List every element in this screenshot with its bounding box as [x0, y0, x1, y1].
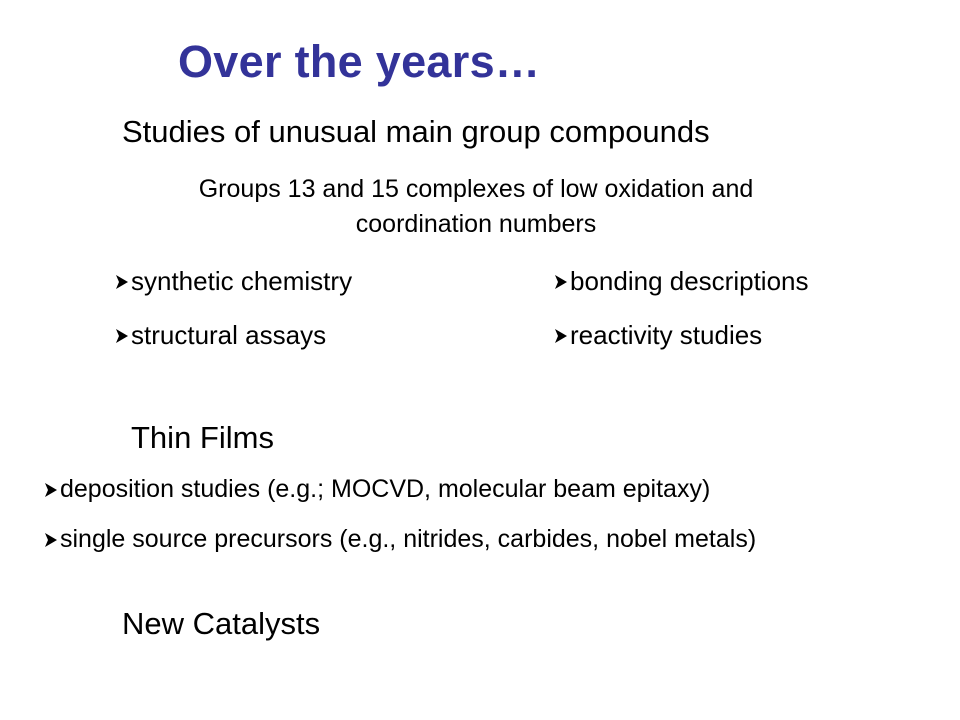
arrowhead-bullet-icon	[44, 530, 58, 550]
bullet-text: structural assays	[131, 320, 327, 350]
section-heading-thin-films: Thin Films	[131, 420, 274, 455]
section-heading-new-catalysts: New Catalysts	[122, 606, 321, 641]
bullet-item-single-source-precursors	[44, 525, 756, 554]
arrowhead-bullet-icon	[115, 272, 129, 292]
slide-title: Over the years…	[178, 36, 541, 87]
bullet-text: bonding descriptions	[570, 266, 809, 296]
bullet-text: single source precursors (e.g., nitrides, carbides, nobel metals)	[60, 525, 757, 553]
bullet-text: reactivity studies	[570, 320, 763, 350]
arrowhead-bullet-icon	[44, 480, 58, 500]
section-subheading-line-1: Groups 13 and 15 complexes of low oxidation and	[198, 175, 754, 203]
bullet-item-reactivity-studies	[554, 320, 762, 351]
arrowhead-bullet-icon	[554, 326, 568, 346]
arrowhead-bullet-icon	[554, 272, 568, 292]
bullet-text: synthetic chemistry	[131, 266, 353, 296]
section-heading-main-group: Studies of unusual main group compounds	[122, 114, 710, 149]
bullet-item-synthetic-chemistry	[115, 266, 352, 297]
bullet-item-deposition-studies	[44, 475, 710, 504]
bullet-item-structural-assays	[115, 320, 326, 351]
section-subheading-line-2: coordination numbers	[355, 210, 597, 238]
bullet-text: deposition studies (e.g.; MOCVD, molecular beam epitaxy)	[60, 475, 711, 503]
arrowhead-bullet-icon	[115, 326, 129, 346]
bullet-item-bonding-descriptions	[554, 266, 809, 297]
